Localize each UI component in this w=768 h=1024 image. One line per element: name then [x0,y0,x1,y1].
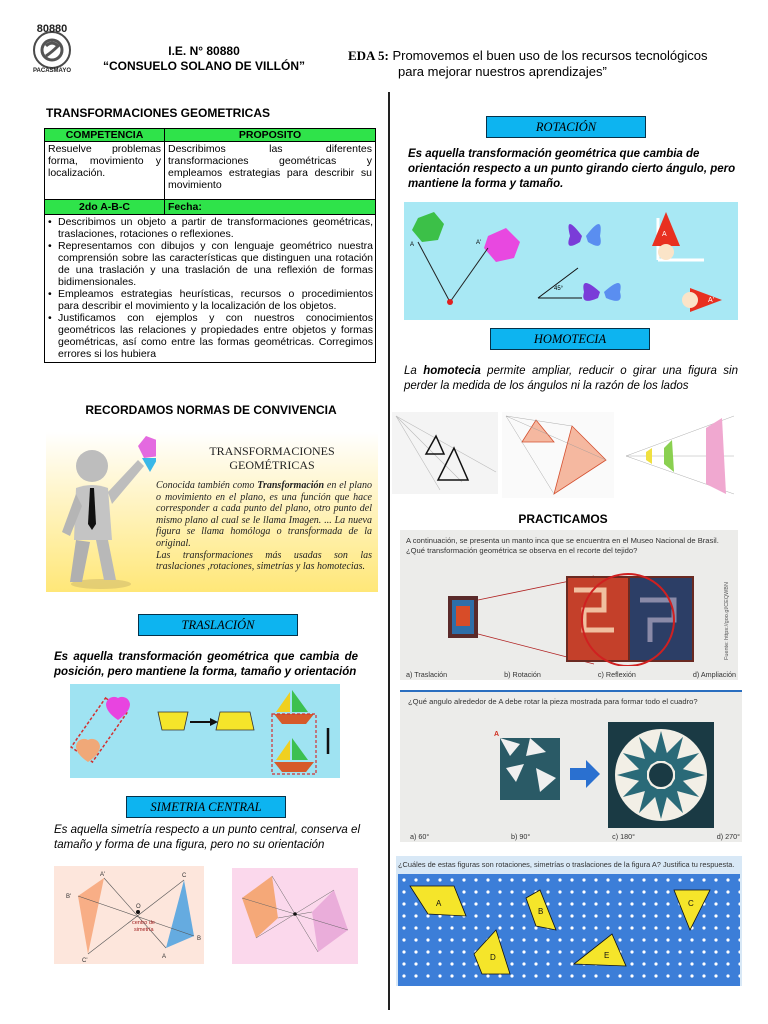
homotecia-label: HOMOTECIA [490,328,650,350]
card-text-pre: Conocida también como [156,480,258,491]
school-title: “CONSUELO SOLANO DE VILLÓN” [102,59,305,73]
sim-pt-a: A [162,954,167,960]
simetria-figure-2 [232,868,358,964]
eda-heading [348,48,748,80]
question-2-panel [400,690,742,842]
rot-pt-a2: A [662,231,667,238]
transformaciones-card [46,432,378,592]
q3-label-a: A [436,899,442,908]
q2-point-a: A [494,731,500,738]
rotacion-label: ROTACIÓN [486,116,646,138]
q1-option-a[interactable]: a) Traslación [406,670,448,679]
q2-option-d[interactable]: d) 270° [716,832,740,841]
card-text-2: Las transformaciones más usadas son las traslaciones ,rotaciones, simetrías y las homotecias. [156,549,372,573]
normas-title: RECORDAMOS NORMAS DE CONVIVENCIA [85,403,337,417]
q1-option-d[interactable]: d) Ampliación [692,670,736,679]
question-1-options [406,670,736,679]
card-title-line1: TRANSFORMACIONES [209,444,335,458]
criteria-item: • Justificamos con ejemplos y con nuestros conocimientos geométricos las relaciones y propiedades entre objetos y formas geométricas, así como entre las formas geométricas. Corregimos errores si los hubiera [49,312,373,360]
card-text-bold: Transformación [257,480,325,491]
column-divider [388,92,390,1010]
eda-line2: para mejorar nuestros aprendizajes” [398,64,607,79]
question-3-panel [396,856,742,986]
card-title [182,444,362,472]
question-1-source: Fuente: https://goo.gl/CEQWBN [724,582,730,660]
question-1-panel [400,530,738,680]
homotecia-figure-1 [392,412,498,494]
question-3-text: ¿Cuáles de estas figuras son rotaciones, simetrías o traslaciones de la figura A? Justifica tu respuesta. [398,860,735,869]
logo-text-top: 80880 [36,23,68,35]
sim-pt-b: B [197,936,202,942]
simetria-description: Es aquella simetría respecto a un punto central, conserva el tamaño y forma de una figura, pero no su orientación [54,824,360,851]
q2-option-c[interactable]: c) 180° [612,832,635,841]
rot-angle: 45° [554,286,564,292]
star-mosaic [615,729,707,821]
homotecia-description [404,364,738,394]
q3-label-d: D [490,953,496,962]
sim-centro-l2: simetría [134,927,154,933]
sim-pt-c1: C' [82,958,88,964]
rot-pt-a: A [410,242,415,248]
question-2-text: ¿Qué angulo alrededor de A debe rotar la pieza mostrada para formar todo el cuadro? [408,697,698,706]
question-3-grid [398,874,740,986]
sim-pt-a1: A' [100,872,106,878]
competencia-cell: Resuelve problemas forma, movimiento y localización. [45,142,165,200]
homotecia-desc-bold: homotecia [423,365,481,377]
logo-text-bottom: PACASMAYO [32,68,72,74]
criteria-list [49,216,373,360]
traslacion-description: Es aquella transformación geométrica que cambia de posición, pero mantiene la forma, tamaño y orientación [54,651,358,678]
competency-table [44,128,376,363]
q2-option-b[interactable]: b) 90° [511,832,531,841]
sim-pt-c: C [182,873,187,879]
competencia-header: COMPETENCIA [45,129,165,142]
school-name [80,44,328,74]
traslacion-figure [70,684,340,778]
rot-pt-a3: A' [708,297,715,304]
card-text-post: en el plano o movimiento en el plano, es una función que hace corresponder a cada punto del plano, otro punto del mismo plano al cual se le llama Imagen. ... La nueva figura se llama homóloga o transformada de la original. [156,480,373,549]
homotecia-desc-post: permite ampliar, reducir o girar una figura sin perder la medida de los ángulos ni la razón de los lados [404,365,738,392]
q3-label-c: C [688,899,694,908]
q1-option-b[interactable]: b) Rotación [504,670,541,679]
homotecia-desc-pre: La [404,365,424,377]
homotecia-figure-2 [502,412,614,498]
school-logo [26,22,78,74]
question-2-image [486,722,716,828]
question-1-image [444,570,720,666]
eda-label: EDA 5: [348,48,389,63]
question-2-options [410,832,740,841]
rotacion-description: Es aquella transformación geométrica que cambia de orientación respecto a un punto girando cierto ángulo, pero mantiene la forma y tamaño. [408,148,736,190]
homotecia-figure-3 [622,414,738,496]
card-title-line2: GEOMÉTRICAS [229,458,315,472]
criteria-item: • Describimos un objeto a partir de transformaciones geométricas, traslaciones, rotaciones o reflexiones. [49,216,373,240]
proposito-cell: Describimos las diferentes transformaciones geométricas y empleamos estrategias para describir su movimiento [165,142,376,200]
practicamos-title: PRACTICAMOS [518,512,608,526]
section-title: TRANSFORMACIONES GEOMETRICAS [46,106,271,120]
q3-label-b: B [538,907,544,916]
criteria-item: • Empleamos estrategias heurísticas, recursos o procedimientos para describir el movimiento y la localización de los objetos. [49,288,373,312]
simetria-figure [54,866,204,964]
card-text [156,480,372,573]
school-number: I.E. N° 80880 [168,44,240,58]
grado-cell: 2do A-B-C [45,200,165,215]
sim-pt-b1: B' [66,894,72,900]
presenter-figure [46,432,156,592]
fecha-cell: Fecha: [165,200,376,215]
sim-centro-l1: centro de [132,920,155,926]
simetria-label: SIMETRIA CENTRAL [126,796,286,818]
traslacion-label: TRASLACIÓN [138,614,298,636]
proposito-header: PROPOSITO [165,129,376,142]
rotacion-figure [404,202,738,320]
question-1-text: A continuación, se presenta un manto inca que se encuentra en el Museo Nacional de Brasil. ¿Qué transformación geométrica se observa en el recorte del tejido? [406,536,719,555]
eda-line1: Promovemos el buen uso de los recursos tecnológicos [392,48,708,63]
q1-option-c[interactable]: c) Reflexión [597,670,636,679]
criteria-item: • Representamos con dibujos y con lenguaje geométrico nuestra comprensión sobre las características que distinguen una rotación de una traslación y una traslación de una reflexión de formas bidimensionales. [49,240,373,288]
q2-option-a[interactable]: a) 60° [410,832,430,841]
rot-pt-a1: A' [476,240,482,246]
q3-label-e: E [604,951,610,960]
sim-pt-o: O [136,904,141,910]
